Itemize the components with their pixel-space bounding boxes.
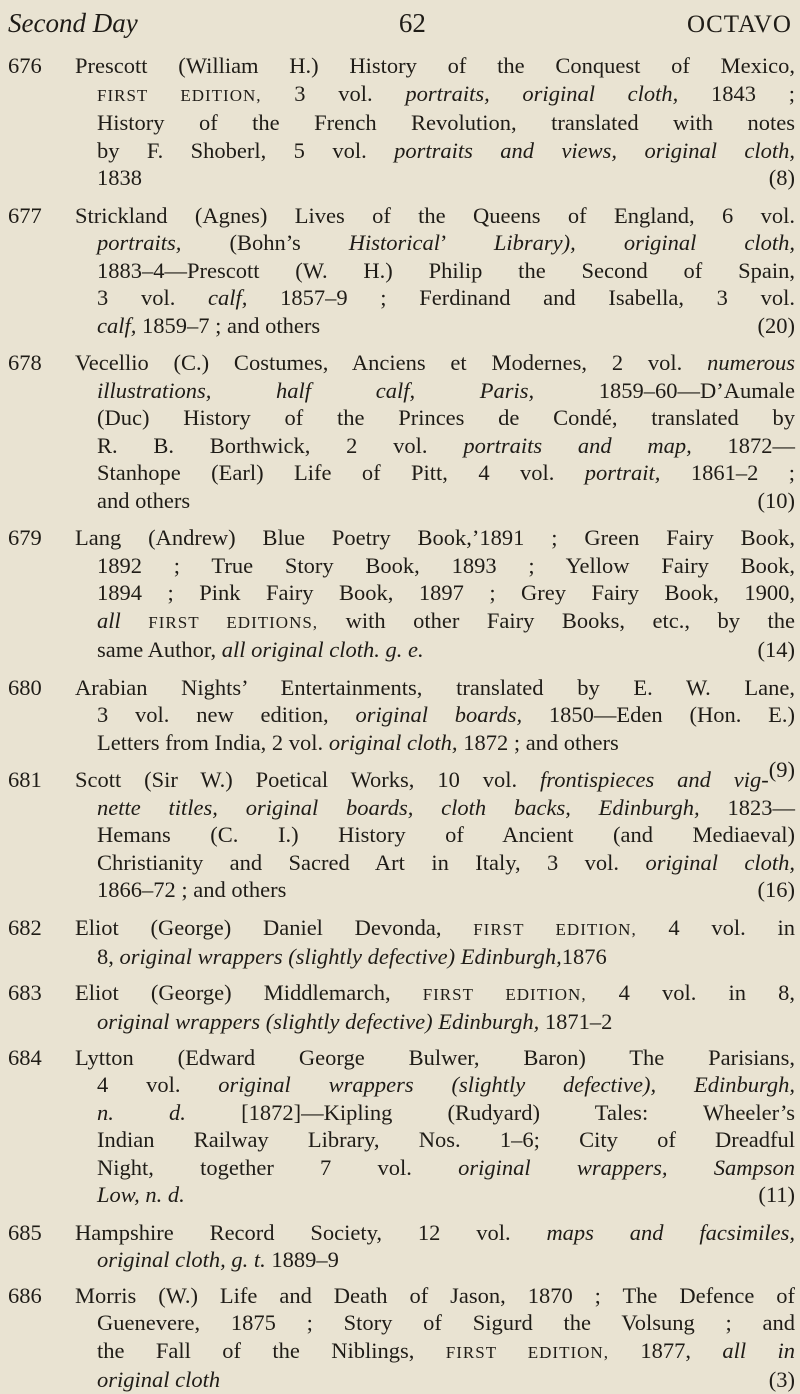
text-run: 1894 ; Pink Fairy Book, 1897 ; Grey Fairy Book, 1900, bbox=[97, 580, 795, 605]
lot-entry bbox=[0, 349, 800, 514]
lot-entry bbox=[0, 1282, 800, 1394]
description-line bbox=[75, 1337, 795, 1367]
lot-description bbox=[75, 914, 795, 971]
description-line bbox=[75, 257, 795, 285]
lot-description bbox=[75, 1282, 795, 1394]
text-run: 3 vol. new edition, bbox=[97, 702, 356, 727]
text-run: and others bbox=[97, 487, 191, 513]
lot-number: 684 bbox=[8, 1044, 42, 1070]
description-line bbox=[75, 432, 795, 460]
text-run: Morris (W.) Life and Death of Jason, 1870 ; The Defence of bbox=[75, 1282, 795, 1308]
text-run: Hampshire Record Society, 12 vol. bbox=[75, 1219, 547, 1245]
text-run: 1883–4—Prescott (W. H.) Philip the Second of Spain, bbox=[97, 257, 795, 283]
text-run: portraits and map, bbox=[463, 432, 692, 458]
text-run: Edinburgh, bbox=[460, 944, 562, 969]
text-run: calf, bbox=[208, 285, 248, 310]
text-run: Scott (Sir W.) Poetical Works, 10 vol. bbox=[75, 767, 541, 792]
description-line bbox=[75, 1246, 795, 1274]
description-line bbox=[75, 404, 795, 432]
description-line bbox=[75, 137, 795, 165]
description-line bbox=[75, 1154, 795, 1182]
text-run: Night, together 7 vol. bbox=[97, 1154, 459, 1180]
lot-entry bbox=[0, 766, 800, 904]
text-run: 8, bbox=[97, 944, 120, 969]
text-run: Historical bbox=[348, 230, 441, 255]
text-run: FIRST EDITION, bbox=[445, 1342, 609, 1362]
text-run: (Duc) History of the Princes de Condé, translated by bbox=[97, 405, 795, 430]
text-run: Strickland (Agnes) Lives of the Queens of England, 6 vol. bbox=[75, 202, 795, 228]
description-line bbox=[75, 1044, 795, 1072]
text-run: 1892 ; True Story Book, 1893 ; Yellow Fairy Book, bbox=[97, 552, 795, 578]
text-run: original cloth, bbox=[328, 729, 458, 755]
text-run: Low, n. d. bbox=[97, 1182, 185, 1207]
lot-number: 680 bbox=[8, 674, 42, 700]
lot-number: 681 bbox=[8, 767, 42, 792]
lot-price: (3) bbox=[768, 1367, 795, 1392]
text-run: 4 vol. bbox=[97, 1072, 219, 1097]
lot-number: 678 bbox=[8, 350, 42, 375]
text-run: Prescott (William H.) History of the Conquest of Mexico, bbox=[75, 53, 795, 78]
lot-description bbox=[75, 52, 795, 192]
text-run: (Bohn’s bbox=[181, 230, 349, 255]
text-run: Library), bbox=[493, 230, 576, 255]
description-line bbox=[75, 1181, 795, 1209]
lot-number: 686 bbox=[8, 1282, 42, 1308]
lot-entry bbox=[0, 524, 800, 664]
text-run: ’ bbox=[440, 230, 494, 255]
description-line bbox=[75, 1282, 795, 1310]
text-run: 1859–60—D’Aumale bbox=[534, 377, 795, 403]
description-line bbox=[75, 1309, 795, 1337]
text-run: 1876 bbox=[561, 944, 607, 969]
text-run: original wrappers (slightly defective) bbox=[119, 944, 456, 969]
lot-entry bbox=[0, 914, 800, 971]
text-run: Eliot (George) Middlemarch, bbox=[75, 979, 423, 1005]
lot-description bbox=[75, 766, 795, 904]
lot-price: (9) bbox=[768, 757, 795, 782]
text-run: Edinburgh, bbox=[438, 1009, 540, 1034]
text-run: Hemans (C. I.) History of Ancient (and Mediaeval) bbox=[97, 822, 795, 847]
text-run: original cloth bbox=[97, 1367, 221, 1392]
running-head-left: Second Day bbox=[8, 8, 138, 38]
text-run: all bbox=[97, 607, 121, 633]
text-run: Arabian Nights’ Entertainments, translated by E. W. Lane, bbox=[75, 674, 795, 700]
text-run: calf, bbox=[97, 312, 137, 338]
text-run: 1872 ; and others bbox=[457, 729, 619, 755]
text-run: Lytton (Edward George Bulwer, Baron) The Parisians, bbox=[75, 1044, 795, 1070]
text-run: same Author, bbox=[97, 637, 222, 662]
lot-number: 683 bbox=[8, 979, 42, 1005]
running-head-right: OCTAVO bbox=[687, 11, 792, 38]
description-line bbox=[75, 524, 795, 552]
lot-number: 685 bbox=[8, 1219, 42, 1245]
lot-number: 679 bbox=[8, 525, 42, 550]
text-run: FIRST EDITIONS, bbox=[148, 612, 319, 632]
text-run: Guenevere, 1875 ; Story of Sigurd the Volsung ; and bbox=[97, 1310, 795, 1335]
text-run: 1889–9 bbox=[265, 1247, 339, 1272]
lot-price: (10) bbox=[757, 487, 795, 513]
text-run: with other Fairy Books, etc., by the bbox=[318, 607, 796, 633]
description-line bbox=[75, 943, 795, 971]
description-line bbox=[75, 312, 795, 340]
text-run: original wrappers (slightly defective), Edinburgh, bbox=[218, 1072, 795, 1097]
text-run: Indian Railway Library, Nos. 1–6; City of Dreadful bbox=[97, 1127, 795, 1152]
lot-entry bbox=[0, 1219, 800, 1274]
description-line bbox=[75, 876, 795, 904]
text-run: FIRST EDITION, bbox=[422, 984, 587, 1004]
text-run: original cloth, bbox=[623, 230, 796, 255]
text-run: Letters from India, 2 vol. bbox=[97, 729, 329, 755]
description-line bbox=[75, 579, 795, 607]
text-run: 1871–2 bbox=[539, 1009, 613, 1034]
text-run: 1872— bbox=[691, 432, 795, 458]
lot-price: (16) bbox=[757, 877, 795, 902]
description-line bbox=[75, 349, 795, 377]
page-number: 62 bbox=[398, 8, 426, 38]
text-run bbox=[576, 230, 624, 255]
text-run: 1866–72 ; and others bbox=[97, 877, 287, 902]
lot-description bbox=[75, 1219, 795, 1274]
text-run: 1861–2 ; bbox=[660, 460, 795, 485]
text-run: portraits, bbox=[97, 230, 182, 255]
description-line bbox=[75, 1008, 795, 1036]
text-run: original wrappers (slightly defective) bbox=[97, 1009, 433, 1034]
text-run: 3 vol. bbox=[97, 285, 209, 310]
lot-number: 682 bbox=[8, 914, 42, 940]
description-line bbox=[75, 109, 795, 137]
lot-description bbox=[75, 524, 795, 664]
description-line bbox=[75, 914, 795, 944]
description-line bbox=[75, 487, 795, 515]
text-run bbox=[121, 608, 149, 633]
text-run: n. d. bbox=[97, 1099, 186, 1125]
description-line bbox=[75, 284, 795, 312]
description-line bbox=[75, 1366, 795, 1394]
text-run: 1857–9 ; Ferdinand and Isabella, 3 vol. bbox=[247, 285, 795, 310]
description-line bbox=[75, 729, 795, 757]
text-run: maps and facsimiles, bbox=[546, 1219, 795, 1245]
text-run: Vecellio (C.) Costumes, Anciens et Modernes, 2 vol. bbox=[75, 350, 708, 375]
description-line bbox=[75, 1099, 795, 1127]
description-line bbox=[75, 636, 795, 664]
text-run: 1859–7 ; and others bbox=[136, 312, 321, 338]
description-line bbox=[75, 1071, 795, 1099]
description-line bbox=[75, 1126, 795, 1154]
description-line bbox=[75, 552, 795, 580]
description-line bbox=[75, 794, 795, 822]
text-run: frontispieces and vig- bbox=[540, 767, 769, 792]
lot-list bbox=[0, 52, 800, 1394]
lot-description bbox=[75, 1044, 795, 1209]
text-run: History of the French Revolution, translated with notes bbox=[97, 110, 795, 135]
text-run: original boards, bbox=[355, 702, 523, 727]
text-run: original wrappers, Sampson bbox=[458, 1154, 795, 1180]
lot-price: (11) bbox=[758, 1182, 795, 1207]
text-run: original cloth, g. t. bbox=[97, 1247, 266, 1272]
lot-description bbox=[75, 979, 795, 1036]
text-run: 1850—Eden (Hon. E.) bbox=[522, 702, 795, 727]
lot-entry bbox=[0, 979, 800, 1036]
description-line bbox=[75, 701, 795, 729]
text-run: Stanhope (Earl) Life of Pitt, 4 vol. bbox=[97, 460, 585, 485]
lot-price: (14) bbox=[757, 637, 795, 662]
text-run: portraits, original cloth, bbox=[405, 80, 679, 106]
description-line bbox=[75, 229, 795, 257]
text-run: illustrations, half calf, Paris, bbox=[97, 377, 535, 403]
text-run: Christianity and Sacred Art in Italy, 3 vol. bbox=[97, 849, 646, 875]
text-run: portraits and views, original cloth, bbox=[394, 137, 795, 163]
description-line bbox=[75, 202, 795, 230]
text-run: Eliot (George) Daniel Devonda, bbox=[75, 914, 474, 940]
page-header bbox=[8, 8, 792, 42]
description-line bbox=[75, 607, 795, 637]
text-run: FIRST EDITION, bbox=[97, 85, 262, 105]
description-line bbox=[75, 377, 795, 405]
text-run: all original cloth. g. e. bbox=[221, 637, 424, 662]
text-run: [1872]—Kipling (Rudyard) Tales: Wheeler’s bbox=[185, 1099, 795, 1125]
text-run: all in bbox=[722, 1337, 795, 1363]
lot-price: (20) bbox=[757, 312, 795, 338]
text-run: by F. Shoberl, 5 vol. bbox=[97, 137, 395, 163]
description-line bbox=[75, 674, 795, 702]
text-run: portrait, bbox=[584, 460, 661, 485]
description-line bbox=[75, 849, 795, 877]
text-run: the Fall of the Niblings, bbox=[97, 1337, 446, 1363]
text-run: 1823— bbox=[699, 794, 796, 820]
text-run: 4 vol. in bbox=[636, 914, 795, 940]
text-run: 1843 ; bbox=[678, 80, 795, 106]
text-run: original cloth, bbox=[645, 849, 795, 875]
lot-price: (8) bbox=[768, 165, 795, 190]
description-line bbox=[75, 459, 795, 487]
text-run: R. B. Borthwick, 2 vol. bbox=[97, 432, 464, 458]
description-line bbox=[75, 80, 795, 110]
description-line bbox=[75, 52, 795, 80]
lot-number: 676 bbox=[8, 53, 42, 78]
description-line bbox=[75, 821, 795, 849]
description-line bbox=[75, 1219, 795, 1247]
text-run: nette titles, original boards, cloth backs, Edinburgh, bbox=[97, 794, 700, 820]
lot-entry bbox=[0, 52, 800, 192]
text-run: 4 vol. in 8, bbox=[586, 979, 795, 1005]
lot-description bbox=[75, 202, 795, 340]
text-run: 1877, bbox=[608, 1337, 723, 1363]
description-line bbox=[75, 766, 795, 794]
text-run: numerous bbox=[707, 350, 795, 375]
text-run: Lang (Andrew) Blue Poetry Book,’1891 ; Green Fairy Book, bbox=[75, 525, 795, 550]
text-run: 3 vol. bbox=[261, 80, 406, 106]
text-run: 1838 bbox=[97, 165, 142, 190]
lot-entry bbox=[0, 1044, 800, 1209]
description-line bbox=[75, 164, 795, 192]
lot-entry bbox=[0, 202, 800, 340]
lot-number: 677 bbox=[8, 202, 42, 228]
description-line bbox=[75, 979, 795, 1009]
text-run: FIRST EDITION, bbox=[473, 919, 637, 939]
lot-description bbox=[75, 349, 795, 514]
